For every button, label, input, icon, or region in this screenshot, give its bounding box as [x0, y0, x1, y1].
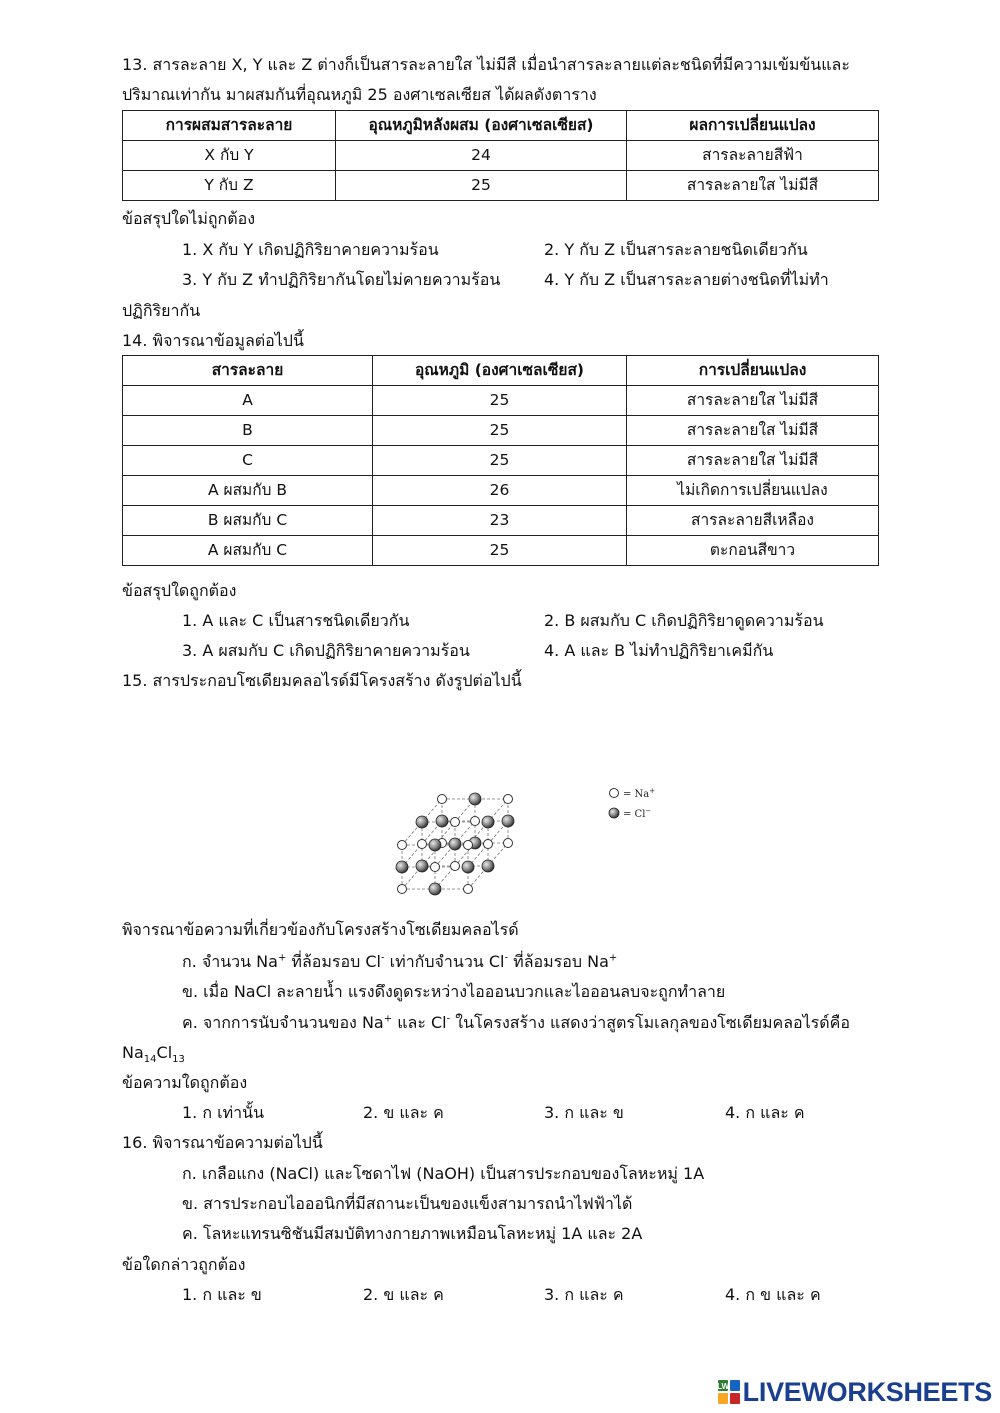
table-row: [123, 506, 879, 536]
table-header-cell: การเปลี่ยนแปลง: [627, 356, 879, 386]
table-cell: ตะกอนสีขาว: [627, 536, 879, 566]
q16-choice-2[interactable]: 2. ข และ ค: [363, 1285, 444, 1304]
table-header-row: [123, 356, 879, 386]
na-ion: [451, 862, 460, 871]
q15-stem: 15. สารประกอบโซเดียมคลอไรด์มีโครงสร้าง ดังรูปต่อไปนี้: [122, 671, 522, 690]
nacl-lattice-svg: [390, 697, 680, 905]
cl-ion: [436, 815, 448, 827]
table-row: [123, 446, 879, 476]
q15-choice-1[interactable]: 1. ก เท่านั้น: [182, 1103, 264, 1122]
na-ion: [471, 817, 480, 826]
q14-stem: 14. พิจารณาข้อมูลต่อไปนี้: [122, 331, 304, 350]
q13-prompt: ข้อสรุปใดไม่ถูกต้อง: [122, 209, 256, 228]
cl-ion: [482, 816, 494, 828]
q15-statement-ko: ก. จำนวน Na+ ที่ล้อมรอบ Cl- เท่ากับจำนวน Cl- ที่ล้อมรอบ Na+: [182, 952, 618, 971]
na-ion: [464, 841, 473, 850]
table-cell: 25: [373, 536, 627, 566]
cl-ion: [462, 861, 474, 873]
table-row: [123, 141, 879, 171]
table-row: [123, 536, 879, 566]
q13-stem-line2: ปริมาณเท่ากัน มาผสมกันที่อุณหภูมิ 25 องศาเซลเซียส ได้ผลดังตาราง: [122, 85, 597, 104]
na-legend-text: = Na+: [623, 787, 656, 800]
q13-choice-1[interactable]: 1. X กับ Y เกิดปฏิกิริยาคายความร้อน: [182, 240, 439, 259]
q15-choice-2[interactable]: 2. ข และ ค: [363, 1103, 444, 1122]
liveworksheets-logo[interactable]: [717, 1377, 992, 1407]
table-cell: A ผสมกับ B: [123, 476, 373, 506]
na-ion: [504, 795, 513, 804]
table-header-cell: ผลการเปลี่ยนแปลง: [627, 111, 879, 141]
cl-legend-text: = Cl−: [623, 807, 652, 820]
cl-ion: [396, 861, 408, 873]
table-row: [123, 386, 879, 416]
na-ion: [484, 840, 493, 849]
cl-ion: [449, 838, 461, 850]
table-cell: X กับ Y: [123, 141, 336, 171]
q15-statement-kho: ข. เมื่อ NaCl ละลายน้ำ แรงดึงดูดระหว่างไอออนบวกและไอออนลบจะถูกทำลาย: [182, 982, 726, 1001]
q13-table: [122, 110, 879, 201]
na-ion: [431, 863, 440, 872]
q16-prompt: ข้อใดกล่าวถูกต้อง: [122, 1255, 246, 1274]
table-row: [123, 416, 879, 446]
q14-choice-1[interactable]: 1. A และ C เป็นสารชนิดเดียวกัน: [182, 611, 410, 630]
table-cell: สารละลายใส ไม่มีสี: [627, 416, 879, 446]
lattice-atoms: [396, 793, 514, 895]
na-ion-legend-icon: [610, 789, 619, 798]
na-ion: [504, 839, 513, 848]
q15-choice-4[interactable]: 4. ก และ ค: [725, 1103, 805, 1122]
q16-choice-3[interactable]: 3. ก และ ค: [544, 1285, 624, 1304]
q15-prompt: ข้อความใดถูกต้อง: [122, 1073, 248, 1092]
na-ion: [438, 795, 447, 804]
q14-table: [122, 355, 879, 566]
table-cell: B: [123, 416, 373, 446]
q13-stem-line1: 13. สารละลาย X, Y และ Z ต่างก็เป็นสารละลายใส ไม่มีสี เมื่อนำสารละลายแต่ละชนิดที่มีความเข้มข้นและ: [122, 55, 850, 74]
q15-statement-kho2: ค. จากการนับจำนวนของ Na+ และ Cl- ในโครงสร้าง แสดงว่าสูตรโมเลกุลของโซเดียมคลอไรด์คือ: [182, 1013, 850, 1032]
q14-prompt: ข้อสรุปใดถูกต้อง: [122, 581, 237, 600]
cl-ion: [416, 816, 428, 828]
q14-choice-2[interactable]: 2. B ผสมกับ C เกิดปฏิกิริยาดูดความร้อน: [544, 611, 824, 630]
q16-choice-4[interactable]: 4. ก ข และ ค: [725, 1285, 821, 1304]
q13-choice-4-continued: ปฏิกิริยากัน: [122, 301, 201, 320]
cl-ion: [416, 860, 428, 872]
na-ion: [398, 885, 407, 894]
table-row: [123, 476, 879, 506]
cl-ion-legend-icon: [609, 808, 619, 818]
table-row: [123, 171, 879, 201]
table-header-cell: อุณหภูมิ (องศาเซลเซียส): [373, 356, 627, 386]
table-cell: B ผสมกับ C: [123, 506, 373, 536]
table-cell: A ผสมกับ C: [123, 536, 373, 566]
q15-intro: พิจารณาข้อความที่เกี่ยวข้องกับโครงสร้างโซเดียมคลอไรด์: [122, 920, 519, 939]
na-ion: [451, 818, 460, 827]
table-header-cell: การผสมสารละลาย: [123, 111, 336, 141]
q16-statement-ko: ก. เกลือแกง (NaCl) และโซดาไฟ (NaOH) เป็นสารประกอบของโลหะหมู่ 1A: [182, 1164, 705, 1183]
lattice-legend: [609, 787, 655, 820]
svg-text:LW: LW: [716, 1382, 729, 1391]
table-cell: 25: [336, 171, 627, 201]
table-header-cell: อุณหภูมิหลังผสม (องศาเซลเซียส): [336, 111, 627, 141]
table-cell: สารละลายสีเหลือง: [627, 506, 879, 536]
table-cell: 26: [373, 476, 627, 506]
q16-choice-1[interactable]: 1. ก และ ข: [182, 1285, 262, 1304]
na-ion: [418, 840, 427, 849]
q16-statement-kho: ข. สารประกอบไอออนิกที่มีสถานะเป็นของแข็งสามารถนำไฟฟ้าได้: [182, 1194, 633, 1213]
table-header-cell: สารละลาย: [123, 356, 373, 386]
table-header-row: [123, 111, 879, 141]
table-cell: ไม่เกิดการเปลี่ยนแปลง: [627, 476, 879, 506]
table-cell: สารละลายสีฟ้า: [627, 141, 879, 171]
cl-ion: [482, 860, 494, 872]
liveworksheets-icon: [717, 1379, 741, 1405]
table-cell: Y กับ Z: [123, 171, 336, 201]
q15-formula: $Na_{14}Cl_{13}$: [122, 1043, 185, 1066]
q13-choice-2[interactable]: 2. Y กับ Z เป็นสารละลายชนิดเดียวกัน: [544, 240, 808, 259]
table-cell: สารละลายใส ไม่มีสี: [627, 386, 879, 416]
nacl-lattice-figure: [390, 697, 680, 909]
q14-choice-4[interactable]: 4. A และ B ไม่ทำปฏิกิริยาเคมีกัน: [544, 641, 774, 660]
q14-choice-3[interactable]: 3. A ผสมกับ C เกิดปฏิกิริยาคายความร้อน: [182, 641, 470, 660]
cl-ion: [429, 883, 441, 895]
q16-statement-kho2: ค. โลหะแทรนซิชันมีสมบัติทางกายภาพเหมือนโลหะหมู่ 1A และ 2A: [182, 1224, 643, 1243]
table-cell: 25: [373, 446, 627, 476]
cl-ion: [469, 793, 481, 805]
cl-ion: [502, 815, 514, 827]
table-cell: 25: [373, 386, 627, 416]
table-cell: A: [123, 386, 373, 416]
cl-ion: [429, 839, 441, 851]
table-cell: 23: [373, 506, 627, 536]
table-cell: 24: [336, 141, 627, 171]
table-cell: 25: [373, 416, 627, 446]
q16-stem: 16. พิจารณาข้อความต่อไปนี้: [122, 1133, 323, 1152]
table-cell: สารละลายใส ไม่มีสี: [627, 446, 879, 476]
q13-choice-3[interactable]: 3. Y กับ Z ทำปฏิกิริยากันโดยไม่คายความร้อน: [182, 270, 501, 289]
table-cell: C: [123, 446, 373, 476]
na-ion: [398, 841, 407, 850]
table-cell: สารละลายใส ไม่มีสี: [627, 171, 879, 201]
q15-choice-3[interactable]: 3. ก และ ข: [544, 1103, 624, 1122]
na-ion: [464, 885, 473, 894]
liveworksheets-wordmark: LIVEWORKSHEETS: [742, 1376, 992, 1407]
q13-choice-4[interactable]: 4. Y กับ Z เป็นสารละลายต่างชนิดที่ไม่ทำ: [544, 270, 829, 289]
